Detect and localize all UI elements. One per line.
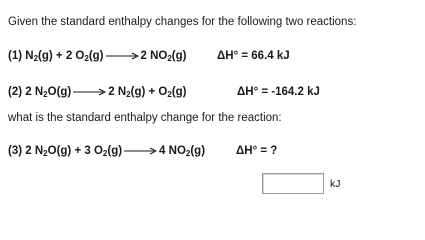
target-reaction-label: (3) xyxy=(8,145,23,157)
reaction-2-equation xyxy=(8,86,187,98)
answer-unit-label: kJ xyxy=(330,178,341,190)
reaction-2-products: 2 $N_2(g) + O_2(g)$ xyxy=(108,86,187,99)
intro-text: Given the standard enthalpy changes for the following two reactions: xyxy=(8,16,357,28)
target-reaction-enthalpy: ΔH° = ? xyxy=(236,145,278,157)
reaction-1-label: (1) xyxy=(8,50,23,62)
answer-input[interactable] xyxy=(262,173,324,194)
target-reaction-equation xyxy=(8,145,205,157)
reaction-1-equation xyxy=(8,50,186,62)
reaction-2-enthalpy: ΔH° = -164.2 kJ xyxy=(237,86,320,98)
reaction-arrow-icon xyxy=(124,147,158,155)
question-text: what is the standard enthalpy change for the reaction: xyxy=(8,112,282,124)
target-reaction-products: 4 $NO_2(g)$ xyxy=(159,145,206,158)
reaction-1-products: 2 $NO_2(g)$ xyxy=(140,50,187,63)
reaction-2-label: (2) xyxy=(8,86,23,98)
target-reaction-reactants: 2 $N_2O(g) + 3$ $O_2(g)$ xyxy=(25,145,123,158)
reaction-arrow-icon xyxy=(106,52,140,60)
reaction-arrow-icon xyxy=(73,88,107,96)
reaction-2-reactants: 2 $N_2O(g)$ xyxy=(25,86,72,99)
reaction-1-enthalpy: ΔH° = 66.4 kJ xyxy=(217,50,290,62)
reaction-1-reactants: $N_2(g) + 2$ $O_2(g)$ xyxy=(25,50,104,63)
